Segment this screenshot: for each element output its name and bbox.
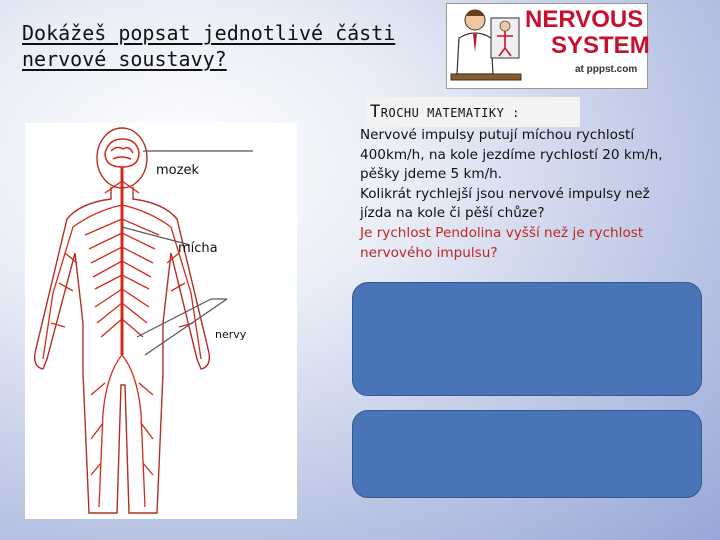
slide-title: [22, 20, 402, 72]
logo-site: at pppst.com: [575, 64, 638, 75]
para-line6: Je rychlost Pendolina vyšší než je rychlost: [360, 224, 644, 241]
section-heading-rest: ROCHU MATEMATIKY :: [380, 106, 520, 120]
label-brain: mozek: [156, 163, 199, 178]
para-line4: Kolikrát rychlejší jsou nervové impulsy než: [360, 185, 650, 202]
slide-title-line2: nervové soustavy?: [22, 47, 227, 71]
label-nerves: nervy: [215, 328, 247, 341]
logo-word-system: SYSTEM: [551, 32, 650, 59]
para-line1: Nervové impulsy putují míchou rychlostí: [360, 127, 635, 143]
section-heading: [366, 97, 580, 127]
math-question: [360, 126, 700, 263]
slide-title-line1: Dokážeš popsat jednotlivé části: [22, 21, 396, 45]
para-line5: jízda na kole či pěší chůze?: [360, 205, 545, 222]
nervous-system-logo: [446, 3, 648, 89]
nervous-system-diagram: [25, 123, 297, 519]
doctor-clipart-icon: [447, 4, 525, 88]
answer-box-1[interactable]: [352, 282, 702, 396]
para-line3: pěšky jdeme 5 km/h.: [360, 166, 503, 183]
label-spinal-cord: mícha: [178, 241, 218, 256]
logo-word-nervous: NERVOUS: [525, 6, 644, 33]
answer-box-2[interactable]: [352, 410, 702, 498]
section-heading-cap: T: [370, 102, 381, 122]
para-line2: 400km/h, na kole jezdíme rychlostí 20 km/h,: [360, 146, 663, 163]
para-line7: nervového impulsu?: [360, 244, 498, 261]
human-nervous-system-illustration: [25, 123, 297, 519]
